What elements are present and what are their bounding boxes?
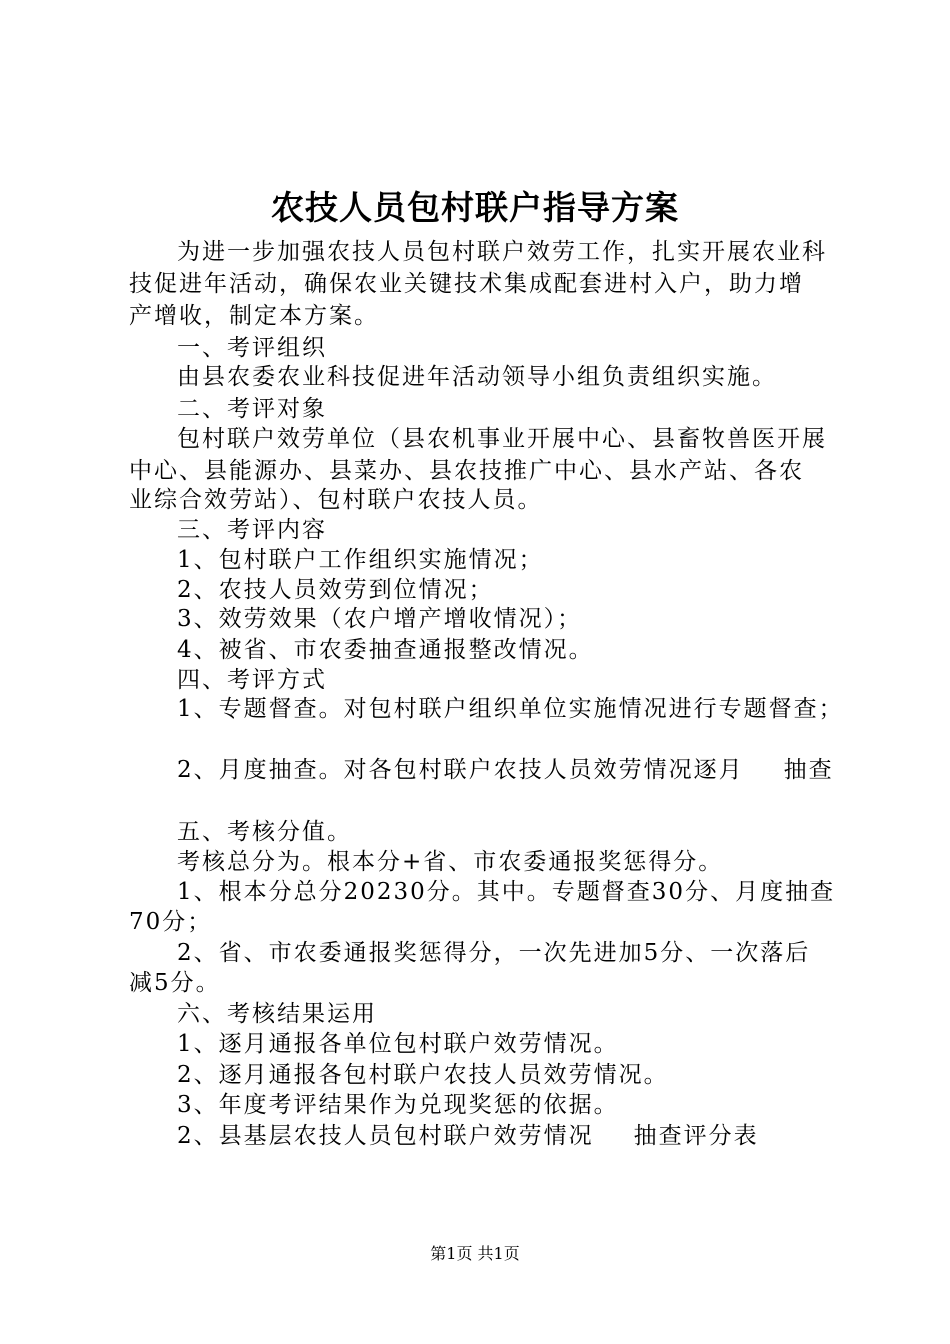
section-5-item-1-line-1: 1、根本分总分20230分。其中。专题督查30分、月度抽查 xyxy=(177,879,836,905)
section-3-item-3: 3、效劳效果（农户增产增收情况）； xyxy=(177,606,583,632)
section-5-intro: 考核总分为。根本分+省、市农委通报奖惩得分。 xyxy=(177,849,724,875)
section-5-item-1-line-2: 70分； xyxy=(129,909,213,935)
section-3-item-1: 1、包村联户工作组织实施情况； xyxy=(177,547,544,573)
section-heading-3: 三、考评内容 xyxy=(177,517,327,543)
section-6-item-2: 2、逐月通报各包村联户农技人员效劳情况。 xyxy=(177,1062,669,1088)
section-5-item-2-line-2: 减5分。 xyxy=(129,970,221,996)
section-6-item-1: 1、逐月通报各单位包村联户效劳情况。 xyxy=(177,1031,619,1057)
section-4-item-2-text: 2、月度抽查。对各包村联户农技人员效劳情况逐月 xyxy=(177,757,744,783)
section-heading-5: 五、考核分值。 xyxy=(177,819,352,845)
section-heading-4: 四、考评方式 xyxy=(177,667,327,693)
paragraph-intro-line-1: 为进一步加强农技人员包村联户效劳工作，扎实开展农业科 xyxy=(177,239,827,265)
section-3-item-4: 4、被省、市农委抽查通报整改情况。 xyxy=(177,637,594,663)
section-4-item-2 xyxy=(177,754,834,786)
paragraph-intro-line-3: 产增收，制定本方案。 xyxy=(129,303,379,329)
paragraph-intro-line-2: 技促进年活动，确保农业关键技术集成配套进村入户，助力增 xyxy=(129,271,804,297)
appendix-table-title-text: 2、县基层农技人员包村联户效劳情况 xyxy=(177,1123,594,1149)
document-title: 农技人员包村联户指导方案 xyxy=(271,188,679,227)
page-footer: 第1页 共1页 xyxy=(430,1244,520,1263)
section-2-line-2: 中心、县能源办、县菜办、县农技推广中心、县水产站、各农 xyxy=(129,458,804,484)
section-heading-6: 六、考核结果运用 xyxy=(177,1001,377,1027)
section-heading-2: 二、考评对象 xyxy=(177,396,327,422)
appendix-table-title xyxy=(177,1120,759,1152)
section-4-item-1: 1、专题督查。对包村联户组织单位实施情况进行专题督查； xyxy=(177,696,844,722)
section-heading-1: 一、考评组织 xyxy=(177,335,327,361)
section-6-item-3: 3、年度考评结果作为兑现奖惩的依据。 xyxy=(177,1092,619,1118)
section-2-line-3: 业综合效劳站）、包村联户农技人员。 xyxy=(129,487,543,513)
section-5-item-2-line-1: 2、省、市农委通报奖惩得分，一次先进加5分、一次落后 xyxy=(177,940,811,966)
section-2-line-1: 包村联户效劳单位（县农机事业开展中心、县畜牧兽医开展 xyxy=(177,426,827,452)
section-1-text: 由县农委农业科技促进年活动领导小组负责组织实施。 xyxy=(177,364,777,390)
section-3-item-2: 2、农技人员效劳到位情况； xyxy=(177,577,494,603)
appendix-table-title-tail: 抽查评分表 xyxy=(633,1123,759,1149)
section-4-item-2-tail: 抽查 xyxy=(783,757,834,783)
